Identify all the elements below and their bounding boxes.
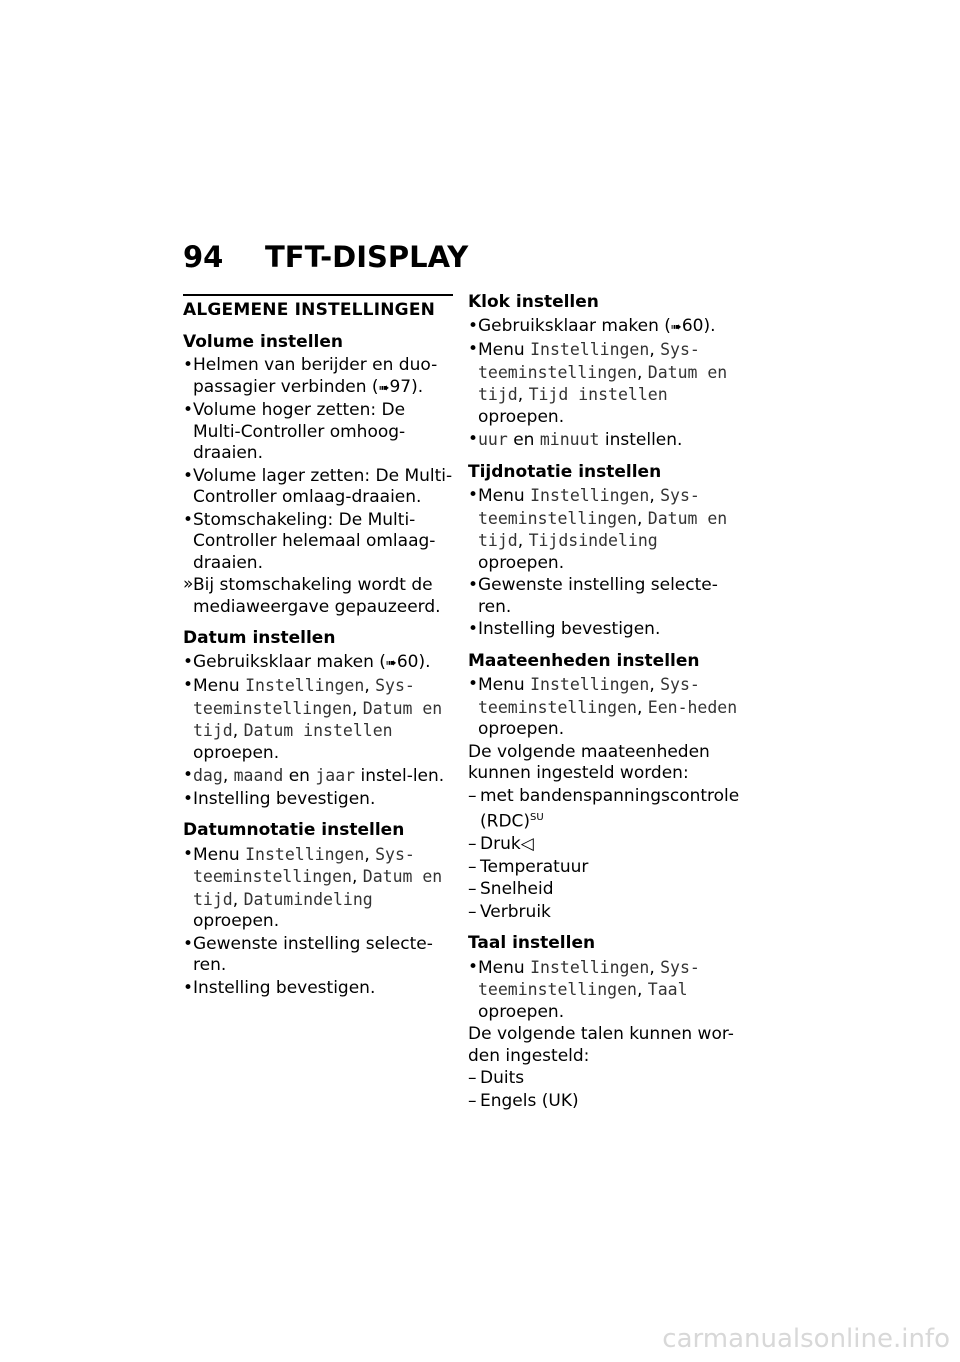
instruction-step (468, 575, 743, 618)
paragraph (468, 742, 743, 785)
paragraph (468, 1024, 743, 1067)
text-run: Verbruik (480, 901, 551, 922)
text-run: en (507, 430, 540, 450)
text-run: , (351, 698, 363, 719)
instruction-step (183, 978, 453, 1000)
text-run: , (636, 980, 648, 1001)
text-run: , (649, 486, 661, 506)
text-run: Snelheid (480, 879, 554, 900)
text-run: Temperatuur (480, 856, 589, 877)
text-run: Instelling bevestigen. (193, 788, 376, 809)
text-run: Menu (478, 957, 531, 978)
text-run: Druk◁ (480, 834, 534, 855)
menu-path-term: Instellingen (245, 844, 365, 864)
page-reference-arrow-icon: ➠ (670, 319, 682, 335)
menu-path-term: Instellingen (245, 676, 365, 695)
menu-path-term: Instellingen (530, 486, 650, 505)
taal-list (468, 957, 743, 1113)
result-note (183, 575, 453, 618)
text-run: Gebruiksklaar maken ( (193, 651, 386, 672)
text-run: Bij stomschakeling wordt de mediaweergave gepauzeerd. (193, 575, 441, 617)
tijdnotatie-block (468, 462, 743, 641)
text-run: Gewenste instelling selecte-ren. (193, 933, 433, 975)
instruction-step (468, 674, 743, 741)
section-title: ALGEMENE INSTELLINGEN (183, 300, 436, 320)
menu-path-term: Tijdsindeling (528, 531, 658, 550)
volume-list (183, 355, 453, 618)
list-item (468, 902, 743, 924)
text-run: , (351, 867, 363, 887)
text-run: Volume lager zetten: De Multi-Controller omlaag-draaien. (193, 465, 453, 507)
text-run: , (364, 676, 376, 696)
menu-path-term: uur (478, 430, 508, 449)
menu-path-term: Datum instellen (243, 721, 393, 740)
text-run: Menu (478, 675, 531, 695)
datum-list (183, 652, 453, 811)
subsection-title-tijdnotatie: Tijdnotatie instellen (468, 461, 662, 482)
menu-path-term: Datum en tijd (478, 508, 728, 550)
text-run: oproepen. (478, 406, 565, 427)
text-run: De volgende talen kunnen wor-den ingesteld: (468, 1024, 734, 1066)
menu-path-term: Tijd instellen (528, 385, 668, 404)
text-run: en (283, 766, 316, 786)
list-item (468, 786, 743, 834)
menu-path-term: Datum en tijd (193, 698, 443, 740)
list-item (468, 1068, 743, 1090)
text-run: oproepen. (193, 911, 280, 931)
instruction-step (183, 510, 453, 575)
list-item (468, 1091, 743, 1113)
text-run: Menu (193, 676, 246, 696)
text-run: Menu (478, 486, 531, 506)
text-run: , (222, 766, 234, 786)
text-run: Gebruiksklaar maken ( (478, 315, 671, 336)
menu-path-term: Instellingen (530, 340, 650, 359)
text-run: , (232, 889, 244, 910)
text-run: , (636, 697, 648, 718)
volume-block (183, 332, 453, 619)
subsection-title-maateenheden: Maateenheden instellen (468, 650, 700, 671)
instruction-step (183, 466, 453, 509)
datumnotatie-list (183, 844, 453, 1000)
klok-list (468, 316, 743, 452)
text-run: oproepen. (478, 552, 565, 573)
menu-path-term: Datum en tijd (478, 362, 728, 404)
instruction-step (183, 765, 453, 788)
menu-path-term: Sys-teeminstellingen (478, 486, 700, 528)
right-column (468, 292, 743, 1122)
datumnotatie-block (183, 820, 453, 999)
instruction-step (183, 652, 453, 675)
menu-path-term: Datum en tijd (193, 867, 443, 909)
page-header (183, 240, 783, 274)
text-run: De volgende maateenheden kunnen ingesteld worden: (468, 741, 710, 783)
text-run: Instelling bevestigen. (193, 977, 376, 998)
instruction-step (183, 400, 453, 465)
maateenheden-block (468, 651, 743, 924)
menu-path-term: jaar (315, 766, 356, 785)
datum-block (183, 628, 453, 810)
instruction-step (468, 316, 743, 339)
page-reference-arrow-icon: ➠ (378, 380, 390, 396)
text-run: , (364, 844, 376, 865)
watermark: carmanualsonline.info (662, 1324, 950, 1354)
text-run: oproepen. (193, 742, 280, 763)
page-reference-arrow-icon: ➠ (385, 655, 397, 671)
taal-block (468, 933, 743, 1112)
instruction-step (183, 355, 453, 399)
instruction-step (183, 675, 453, 764)
menu-path-term: Sys-teeminstellingen (478, 340, 700, 382)
instruction-step (183, 934, 453, 977)
text-run: instel-len. (355, 766, 445, 786)
text-run: Instelling bevestigen. (478, 619, 661, 639)
instruction-step (468, 957, 743, 1024)
maateenheden-list (468, 674, 743, 923)
text-run: Engels (UK) (480, 1090, 579, 1111)
text-run: 97). (389, 376, 424, 397)
text-run: , (636, 508, 648, 529)
menu-path-term: Sys-teeminstellingen (193, 844, 415, 886)
subsection-title-datumnotatie: Datumnotatie instellen (183, 820, 405, 840)
text-run: Menu (193, 844, 246, 865)
text-run: oproepen. (478, 719, 565, 739)
text-run: Menu (478, 340, 531, 360)
text-run: instellen. (599, 430, 683, 450)
menu-path-term: Instellingen (530, 957, 650, 977)
text-run: , (649, 340, 661, 360)
option-code-superscript: SU (530, 812, 544, 823)
instruction-step (183, 844, 453, 933)
subsection-title-volume: Volume instellen (183, 331, 343, 352)
instruction-step (468, 339, 743, 428)
text-run: , (636, 362, 648, 383)
text-run: oproepen. (478, 1001, 565, 1022)
list-item (468, 834, 743, 856)
page-number: 94 (183, 240, 224, 274)
menu-path-term: Sys-teeminstellingen (478, 957, 700, 1000)
instruction-step (468, 485, 743, 574)
text-run: met bandenspanningscontrole (RDC) (480, 785, 740, 832)
instruction-step (468, 429, 743, 452)
menu-path-term: Sys-teeminstellingen (478, 675, 700, 717)
tijdnotatie-list (468, 485, 743, 641)
subsection-title-klok: Klok instellen (468, 292, 599, 312)
subsection-title-taal: Taal instellen (468, 933, 596, 954)
list-item (468, 857, 743, 879)
text-run: Volume hoger zetten: De Multi-Controller omhoog-draaien. (193, 400, 406, 463)
section-divider (183, 294, 453, 296)
page-title: TFT-DISPLAY (265, 240, 469, 274)
text-run: , (517, 531, 529, 551)
text-run: Stomschakeling: De Multi-Controller helemaal omlaag-draaien. (193, 509, 436, 573)
subsection-title-datum: Datum instellen (183, 628, 336, 648)
text-run: 60). (681, 315, 716, 336)
text-run: Gewenste instelling selecte-ren. (478, 575, 718, 617)
text-run: , (517, 385, 529, 405)
menu-path-term: dag (193, 766, 223, 785)
instruction-step (468, 619, 743, 641)
text-run: Helmen van berijder en duo-passagier verbinden ( (193, 355, 438, 397)
klok-block (468, 292, 743, 452)
menu-path-term: maand (233, 766, 284, 785)
menu-path-term: Sys-teeminstellingen (193, 676, 415, 718)
list-item (468, 879, 743, 901)
left-column (183, 292, 453, 1009)
menu-path-term: Datumindeling (243, 889, 373, 909)
menu-path-term: Taal (647, 980, 688, 1000)
text-run: , (232, 721, 244, 741)
instruction-step (183, 789, 453, 811)
menu-path-term: Een-heden (647, 697, 738, 717)
text-run: Duits (480, 1068, 525, 1089)
menu-path-term: minuut (539, 430, 600, 449)
text-run: 60). (396, 651, 431, 672)
text-run: , (649, 675, 661, 695)
menu-path-term: Instellingen (530, 675, 650, 694)
text-run: , (649, 957, 661, 978)
